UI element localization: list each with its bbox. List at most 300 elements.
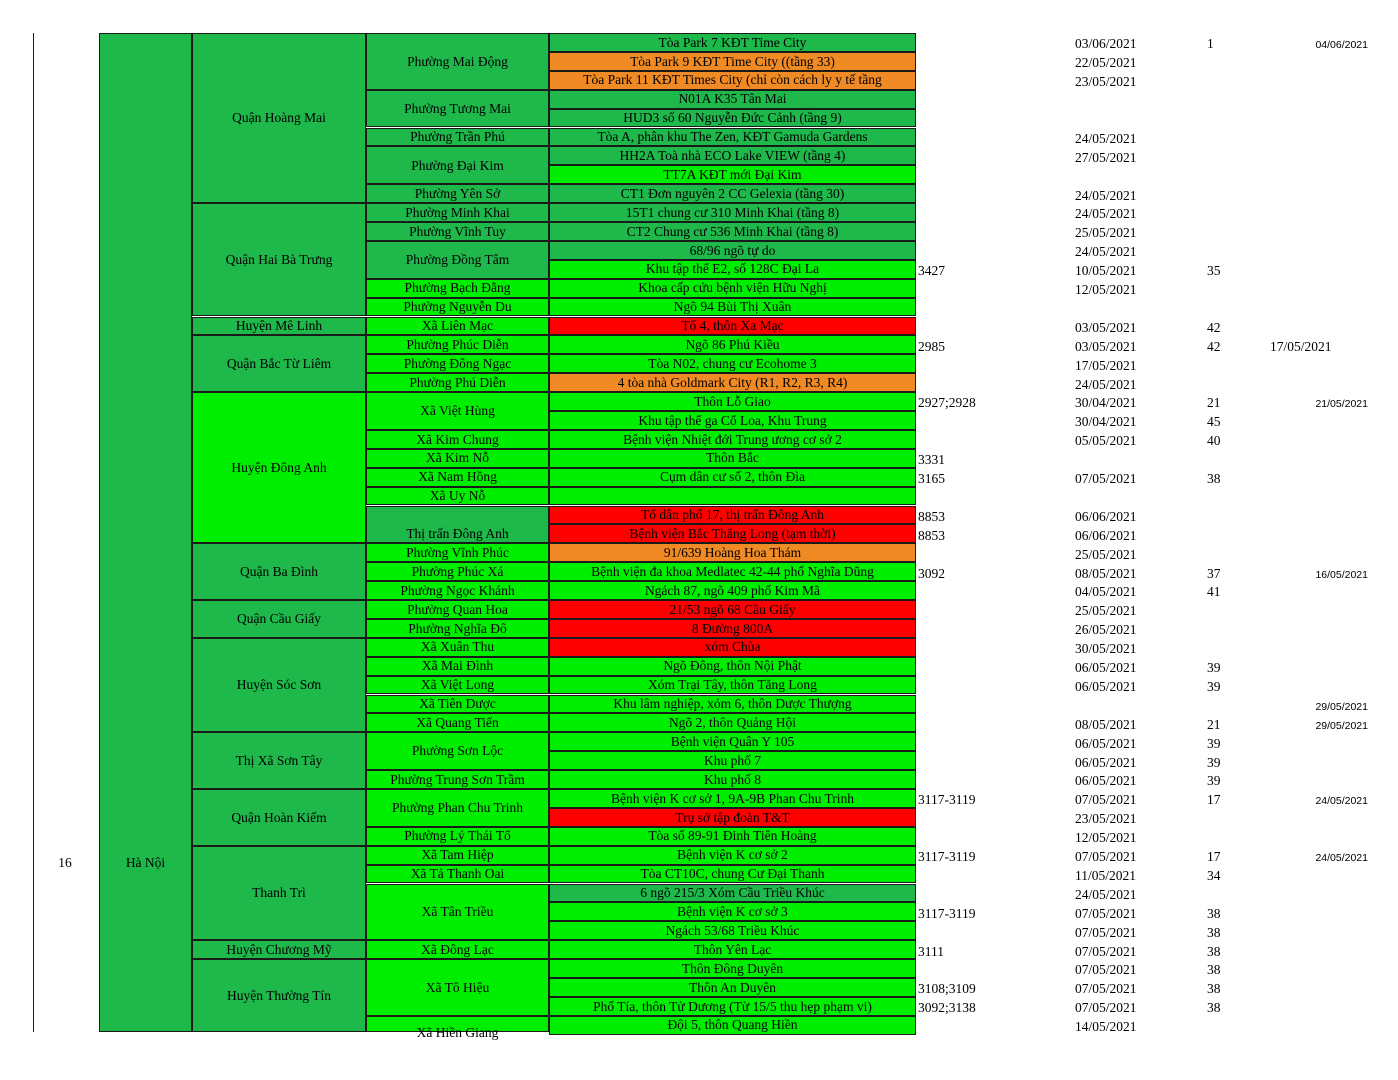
- date-cell-text: 07/05/2021: [1075, 471, 1137, 487]
- end-date-cell: [1272, 260, 1368, 279]
- location-cell: [549, 902, 916, 921]
- days-cell: [1207, 90, 1247, 109]
- days-cell: [1207, 524, 1247, 543]
- end-date-cell: [1272, 52, 1368, 71]
- location-cell: [549, 751, 916, 770]
- date-cell: [1075, 827, 1185, 846]
- end-date-cell-text: 16/05/2021: [1315, 568, 1368, 581]
- days-cell: [1207, 638, 1247, 657]
- end-date-cell: [1272, 600, 1368, 619]
- date-cell: [1075, 222, 1185, 241]
- stt-cell-text: 16: [58, 855, 72, 871]
- date-cell: [1075, 600, 1185, 619]
- ward-cell: [366, 959, 549, 1016]
- location-cell: [549, 524, 916, 543]
- case-id-cell: [918, 808, 1038, 827]
- days-cell: [1207, 392, 1247, 411]
- date-cell: [1075, 657, 1185, 676]
- end-date-cell: [1272, 732, 1368, 751]
- location-cell: [549, 222, 916, 241]
- location-cell: [549, 184, 916, 203]
- ward-cell-text: Phường Đồng Tâm: [405, 252, 510, 268]
- days-cell-text: 21: [1207, 395, 1221, 411]
- end-date-cell: [1272, 865, 1368, 884]
- location-cell-text: Thôn Yên Lạc: [693, 941, 772, 957]
- days-cell-text: 1: [1207, 36, 1214, 52]
- days-cell: [1207, 487, 1247, 506]
- case-id-cell: [918, 846, 1038, 865]
- ward-cell-text: Phường Mai Động: [407, 53, 508, 69]
- location-cell: [549, 203, 916, 222]
- location-cell: [549, 808, 916, 827]
- days-cell: [1207, 676, 1247, 695]
- ward-cell-text: Phường Nghĩa Đô: [408, 620, 507, 636]
- date-cell: [1075, 1016, 1185, 1035]
- case-id-cell: [918, 713, 1038, 732]
- ward-cell: [366, 487, 549, 506]
- days-cell: [1207, 165, 1247, 184]
- date-cell: [1075, 751, 1185, 770]
- end-date-cell: [1272, 109, 1368, 128]
- days-cell: [1207, 146, 1247, 165]
- days-cell: [1207, 619, 1247, 638]
- stt-cell: [40, 845, 90, 881]
- date-cell-text: 25/05/2021: [1075, 603, 1137, 619]
- location-cell: [549, 128, 916, 147]
- ward-cell: [366, 373, 549, 392]
- location-cell: [549, 411, 916, 430]
- case-id-cell: [918, 335, 1038, 354]
- ward-cell: [366, 146, 549, 184]
- location-cell-text: Phố Tía, thôn Tử Dương (Từ 15/5 thu hẹp phạm vi): [593, 998, 872, 1014]
- location-cell-text: xóm Chùa: [704, 639, 761, 655]
- end-date-cell: [1272, 846, 1368, 865]
- location-cell: [549, 279, 916, 298]
- date-cell: [1075, 808, 1185, 827]
- date-cell-text: 23/05/2021: [1075, 811, 1137, 827]
- end-date-cell: [1272, 506, 1368, 525]
- date-cell: [1075, 373, 1185, 392]
- location-cell-text: Khoa cấp cứu bệnh viện Hữu Nghị: [638, 280, 827, 296]
- case-id-cell: [918, 902, 1038, 921]
- end-date-cell: [1272, 884, 1368, 903]
- ward-cell: [366, 827, 549, 846]
- ward-cell: [366, 732, 549, 770]
- end-date-cell: [1272, 902, 1368, 921]
- location-cell-text: Thôn Lỗ Giao: [694, 393, 771, 409]
- ward-cell-text: Xã Tân Triều: [421, 904, 494, 920]
- end-date-cell: [1272, 373, 1368, 392]
- date-cell: [1075, 317, 1185, 336]
- case-id-cell-text: 2927;2928: [918, 395, 976, 411]
- location-cell: [549, 506, 916, 525]
- district-cell-text: Thanh Trì: [252, 885, 306, 901]
- date-cell-text: 12/05/2021: [1075, 830, 1137, 846]
- end-date-cell: [1272, 978, 1368, 997]
- days-cell-text: 21: [1207, 716, 1221, 732]
- case-id-cell: [918, 90, 1038, 109]
- case-id-cell-text: 3117-3119: [918, 905, 976, 921]
- ward-cell-text: Xã Hiền Giang: [416, 1025, 499, 1041]
- location-cell: [549, 487, 916, 506]
- days-cell: [1207, 184, 1247, 203]
- days-cell: [1207, 657, 1247, 676]
- end-date-cell: [1272, 959, 1368, 978]
- end-date-cell: [1272, 317, 1368, 336]
- end-date-cell-text: 17/05/2021: [1270, 338, 1332, 354]
- location-cell: [549, 846, 916, 865]
- case-id-cell: [918, 751, 1038, 770]
- end-date-cell: [1272, 71, 1368, 90]
- ward-cell: [366, 846, 549, 865]
- ward-cell: [366, 770, 549, 789]
- ward-cell: [366, 279, 549, 298]
- date-cell-text: 04/05/2021: [1075, 584, 1137, 600]
- days-cell: [1207, 241, 1247, 260]
- days-cell: [1207, 506, 1247, 525]
- location-cell: [549, 109, 916, 128]
- case-id-cell: [918, 827, 1038, 846]
- case-id-cell: [918, 52, 1038, 71]
- days-cell: [1207, 1016, 1247, 1035]
- days-cell: [1207, 354, 1247, 373]
- ward-cell: [366, 241, 549, 279]
- end-date-cell: [1272, 354, 1368, 373]
- end-date-cell: [1272, 298, 1368, 317]
- location-cell-text: Trụ sở tập đoàn T&T: [675, 809, 790, 825]
- ward-cell-text: Phường Phúc Xá: [411, 563, 504, 579]
- days-cell: [1207, 543, 1247, 562]
- location-cell-text: Khu phố 7: [704, 752, 761, 768]
- ward-cell: [366, 184, 549, 203]
- days-cell-text: 38: [1207, 471, 1221, 487]
- date-cell-text: 17/05/2021: [1075, 357, 1137, 373]
- date-cell: [1075, 449, 1185, 468]
- date-cell: [1075, 260, 1185, 279]
- case-id-cell-text: 3108;3109: [918, 981, 976, 997]
- location-cell: [549, 789, 916, 808]
- days-cell: [1207, 997, 1247, 1016]
- district-cell: [192, 789, 366, 846]
- location-cell-text: Xóm Trại Tây, thôn Tăng Long: [648, 677, 817, 693]
- location-cell-text: Thôn Đông Duyên: [681, 960, 784, 976]
- date-cell-text: 03/05/2021: [1075, 319, 1137, 335]
- days-cell: [1207, 449, 1247, 468]
- days-cell-text: 38: [1207, 981, 1221, 997]
- end-date-cell: [1272, 222, 1368, 241]
- days-cell: [1207, 109, 1247, 128]
- location-cell: [549, 884, 916, 903]
- date-cell: [1075, 335, 1185, 354]
- case-id-cell: [918, 392, 1038, 411]
- date-cell-text: 26/05/2021: [1075, 622, 1137, 638]
- date-cell: [1075, 997, 1185, 1016]
- location-cell: [549, 468, 916, 487]
- case-id-cell: [918, 978, 1038, 997]
- end-date-cell: [1272, 279, 1368, 298]
- date-cell-text: 06/06/2021: [1075, 508, 1137, 524]
- days-cell: [1207, 317, 1247, 336]
- case-id-cell: [918, 657, 1038, 676]
- date-cell-text: 06/05/2021: [1075, 754, 1137, 770]
- case-id-cell: [918, 921, 1038, 940]
- location-cell: [549, 713, 916, 732]
- end-date-cell: [1272, 487, 1368, 506]
- ward-cell-text: Xã Nam Hồng: [418, 469, 497, 485]
- end-date-cell: [1272, 921, 1368, 940]
- end-date-cell: [1272, 789, 1368, 808]
- end-date-cell: [1272, 90, 1368, 109]
- case-id-cell: [918, 789, 1038, 808]
- date-cell: [1075, 241, 1185, 260]
- days-cell: [1207, 695, 1247, 714]
- ward-cell: [366, 449, 549, 468]
- date-cell: [1075, 884, 1185, 903]
- location-cell-text: Khu tập thể ga Cổ Loa, Khu Trung: [638, 412, 827, 428]
- case-id-cell-text: 3092: [918, 565, 945, 581]
- end-date-cell: [1270, 335, 1370, 354]
- case-id-cell: [918, 865, 1038, 884]
- location-cell: [549, 52, 916, 71]
- location-cell: [549, 449, 916, 468]
- date-cell: [1075, 619, 1185, 638]
- days-cell-text: 39: [1207, 660, 1221, 676]
- days-cell: [1207, 884, 1247, 903]
- case-id-cell: [918, 128, 1038, 147]
- ward-cell: [366, 354, 549, 373]
- date-cell-text: 08/05/2021: [1075, 565, 1137, 581]
- date-cell-text: 24/05/2021: [1075, 886, 1137, 902]
- date-cell-text: 06/05/2021: [1075, 678, 1137, 694]
- location-cell-text: 4 tòa nhà Goldmark City (R1, R2, R3, R4): [617, 374, 848, 390]
- district-cell-text: Quận Bắc Từ Liêm: [226, 355, 332, 371]
- days-cell: [1207, 827, 1247, 846]
- location-cell: [549, 354, 916, 373]
- location-cell-text: Tòa CT10C, chung Cư Đại Thanh: [640, 866, 825, 882]
- location-cell-text: HH2A Toà nhà ECO Lake VIEW (tầng 4): [619, 148, 846, 164]
- date-cell-text: 03/06/2021: [1075, 36, 1137, 52]
- days-cell: [1207, 713, 1247, 732]
- ward-cell-text: Xã Liên Mạc: [421, 318, 494, 334]
- date-cell: [1075, 165, 1185, 184]
- location-cell-text: Bệnh viện K cơ sở 1, 9A-9B Phan Chu Trinh: [610, 790, 855, 806]
- case-id-cell: [918, 884, 1038, 903]
- end-date-cell: [1272, 411, 1368, 430]
- date-cell-text: 06/05/2021: [1075, 735, 1137, 751]
- date-cell-text: 30/04/2021: [1075, 414, 1137, 430]
- ward-cell: [366, 1016, 549, 1041]
- date-cell-text: 07/05/2021: [1075, 792, 1137, 808]
- province-cell: [99, 845, 192, 881]
- case-id-cell: [918, 354, 1038, 373]
- case-id-cell: [918, 468, 1038, 487]
- end-date-cell: [1272, 430, 1368, 449]
- ward-cell: [366, 581, 549, 600]
- ward-cell-text: Xã Tô Hiệu: [425, 979, 490, 995]
- end-date-cell-text: 29/05/2021: [1315, 719, 1368, 732]
- location-cell: [549, 241, 916, 260]
- district-cell: [192, 392, 366, 543]
- date-cell: [1075, 52, 1185, 71]
- location-cell-text: 8 Đường 800A: [691, 620, 774, 636]
- end-date-cell: [1272, 638, 1368, 657]
- days-cell-text: 38: [1207, 1000, 1221, 1016]
- ward-cell-text: Phường Đại Kim: [411, 157, 504, 173]
- days-cell: [1207, 865, 1247, 884]
- case-id-cell: [918, 260, 1038, 279]
- location-cell: [549, 146, 916, 165]
- case-id-cell: [918, 203, 1038, 222]
- district-cell: [192, 638, 366, 733]
- district-cell-text: Quận Hoàng Mai: [232, 110, 326, 126]
- date-cell-text: 25/05/2021: [1075, 546, 1137, 562]
- days-cell: [1207, 751, 1247, 770]
- location-cell-text: Tòa N02, chung cư Ecohome 3: [648, 355, 817, 371]
- ward-cell-text: Xã Tam Hiệp: [421, 847, 494, 863]
- end-date-cell: [1272, 524, 1368, 543]
- location-cell: [549, 695, 916, 714]
- district-cell: [192, 33, 366, 203]
- ward-cell-text: Xã Uy Nỗ: [429, 488, 486, 504]
- days-cell-text: 35: [1207, 263, 1221, 279]
- location-cell: [549, 638, 916, 657]
- case-id-cell: [918, 279, 1038, 298]
- ward-cell: [366, 468, 549, 487]
- case-id-cell: [918, 524, 1038, 543]
- case-id-cell: [918, 1016, 1038, 1035]
- days-cell-text: 39: [1207, 773, 1221, 789]
- location-cell-text: Khu lâm nghiệp, xóm 6, thôn Dược Thượng: [613, 696, 852, 712]
- district-cell-text: Huyện Chương Mỹ: [226, 941, 332, 957]
- days-cell-text: 42: [1207, 338, 1221, 354]
- case-id-cell: [918, 449, 1038, 468]
- date-cell-text: 07/05/2021: [1075, 962, 1137, 978]
- case-id-cell: [918, 732, 1038, 751]
- end-date-cell: [1272, 695, 1368, 714]
- district-cell: [192, 600, 366, 638]
- date-cell: [1075, 902, 1185, 921]
- location-cell-text: Ngõ 2, thôn Quảng Hội: [668, 715, 797, 731]
- location-cell-text: Tòa số 89-91 Đinh Tiên Hoàng: [648, 828, 817, 844]
- days-cell: [1207, 600, 1247, 619]
- location-cell-text: Tòa A, phân khu The Zen, KĐT Gamuda Gardens: [597, 129, 868, 145]
- case-id-cell: [918, 430, 1038, 449]
- location-cell: [549, 827, 916, 846]
- ward-cell-text: Phường Phan Chu Trinh: [391, 800, 524, 816]
- end-date-cell: [1272, 128, 1368, 147]
- ward-cell: [366, 638, 549, 657]
- ward-cell-text: Phường Phú Diễn: [409, 374, 506, 390]
- days-cell-text: 39: [1207, 735, 1221, 751]
- end-date-cell: [1272, 808, 1368, 827]
- date-cell: [1075, 846, 1185, 865]
- end-date-cell: [1272, 997, 1368, 1016]
- days-cell: [1207, 789, 1247, 808]
- ward-cell-text: Phường Trung Sơn Trầm: [390, 771, 525, 787]
- location-cell-text: CT1 Đơn nguyên 2 CC Gelexia (tầng 30): [620, 185, 845, 201]
- date-cell-text: 14/05/2021: [1075, 1019, 1137, 1035]
- days-cell: [1207, 808, 1247, 827]
- case-id-cell-text: 8853: [918, 508, 945, 524]
- days-cell-text: 41: [1207, 584, 1221, 600]
- date-cell: [1075, 71, 1185, 90]
- date-cell: [1075, 676, 1185, 695]
- end-date-cell: [1272, 619, 1368, 638]
- days-cell: [1207, 279, 1247, 298]
- ward-cell: [366, 562, 549, 581]
- end-date-cell: [1272, 203, 1368, 222]
- case-id-cell-text: 3331: [918, 452, 945, 468]
- days-cell: [1207, 298, 1247, 317]
- date-cell-text: 11/05/2021: [1075, 867, 1137, 883]
- ward-cell-text: Xã Tả Thanh Oai: [410, 866, 505, 882]
- date-cell-text: 05/05/2021: [1075, 433, 1137, 449]
- location-cell-text: Đội 5, thôn Quang Hiền: [667, 1017, 798, 1033]
- ward-cell: [366, 695, 549, 714]
- location-cell: [549, 1016, 916, 1035]
- case-id-cell: [918, 676, 1038, 695]
- days-cell: [1207, 770, 1247, 789]
- ward-cell-text: Phường Nguyễn Du: [403, 299, 512, 315]
- case-id-cell-text: 3165: [918, 471, 945, 487]
- end-date-cell-text: 29/05/2021: [1315, 700, 1368, 713]
- location-cell-text: Bệnh viện đa khoa Medlatec 42-44 phố Nghĩa Dũng: [591, 563, 874, 579]
- days-cell: [1207, 203, 1247, 222]
- case-id-cell: [918, 638, 1038, 657]
- date-cell-text: 30/05/2021: [1075, 641, 1137, 657]
- days-cell: [1207, 52, 1247, 71]
- date-cell: [1075, 524, 1185, 543]
- case-id-cell: [918, 940, 1038, 959]
- date-cell-text: 24/05/2021: [1075, 187, 1137, 203]
- days-cell-text: 42: [1207, 319, 1221, 335]
- district-cell-text: Huyện Thường Tín: [227, 987, 331, 1003]
- ward-cell: [366, 33, 549, 90]
- days-cell: [1207, 581, 1247, 600]
- days-cell-text: 17: [1207, 792, 1221, 808]
- location-cell: [549, 165, 916, 184]
- ward-cell-text: Xã Tiên Dược: [419, 696, 496, 712]
- district-cell-text: Quận Hoàn Kiếm: [231, 809, 327, 825]
- district-cell-text: Huyện Mê Linh: [235, 318, 323, 334]
- ward-cell: [366, 203, 549, 222]
- ward-cell-text: Phường Sơn Lộc: [411, 743, 504, 759]
- location-cell: [549, 317, 916, 336]
- case-id-cell: [918, 506, 1038, 525]
- date-cell: [1075, 33, 1185, 52]
- date-cell-text: 07/05/2021: [1075, 924, 1137, 940]
- case-id-cell-text: 3117-3119: [918, 849, 976, 865]
- date-cell-text: 10/05/2021: [1075, 263, 1137, 279]
- location-cell-text: Tòa Park 9 KĐT Time City ((tầng 33): [630, 53, 835, 69]
- case-id-cell-text: 3117-3119: [918, 792, 976, 808]
- date-cell-text: 25/05/2021: [1075, 225, 1137, 241]
- date-cell-text: 30/04/2021: [1075, 395, 1137, 411]
- end-date-cell: [1272, 940, 1368, 959]
- end-date-cell: [1272, 676, 1368, 695]
- case-id-cell: [918, 317, 1038, 336]
- date-cell: [1075, 921, 1185, 940]
- date-cell-text: 24/05/2021: [1075, 130, 1137, 146]
- date-cell: [1075, 90, 1185, 109]
- end-date-cell: [1272, 562, 1368, 581]
- end-date-cell: [1272, 33, 1368, 52]
- days-cell: [1207, 430, 1247, 449]
- case-id-cell: [918, 487, 1038, 506]
- ward-cell: [366, 940, 549, 959]
- end-date-cell-text: 21/05/2021: [1315, 398, 1368, 411]
- location-cell: [549, 90, 916, 109]
